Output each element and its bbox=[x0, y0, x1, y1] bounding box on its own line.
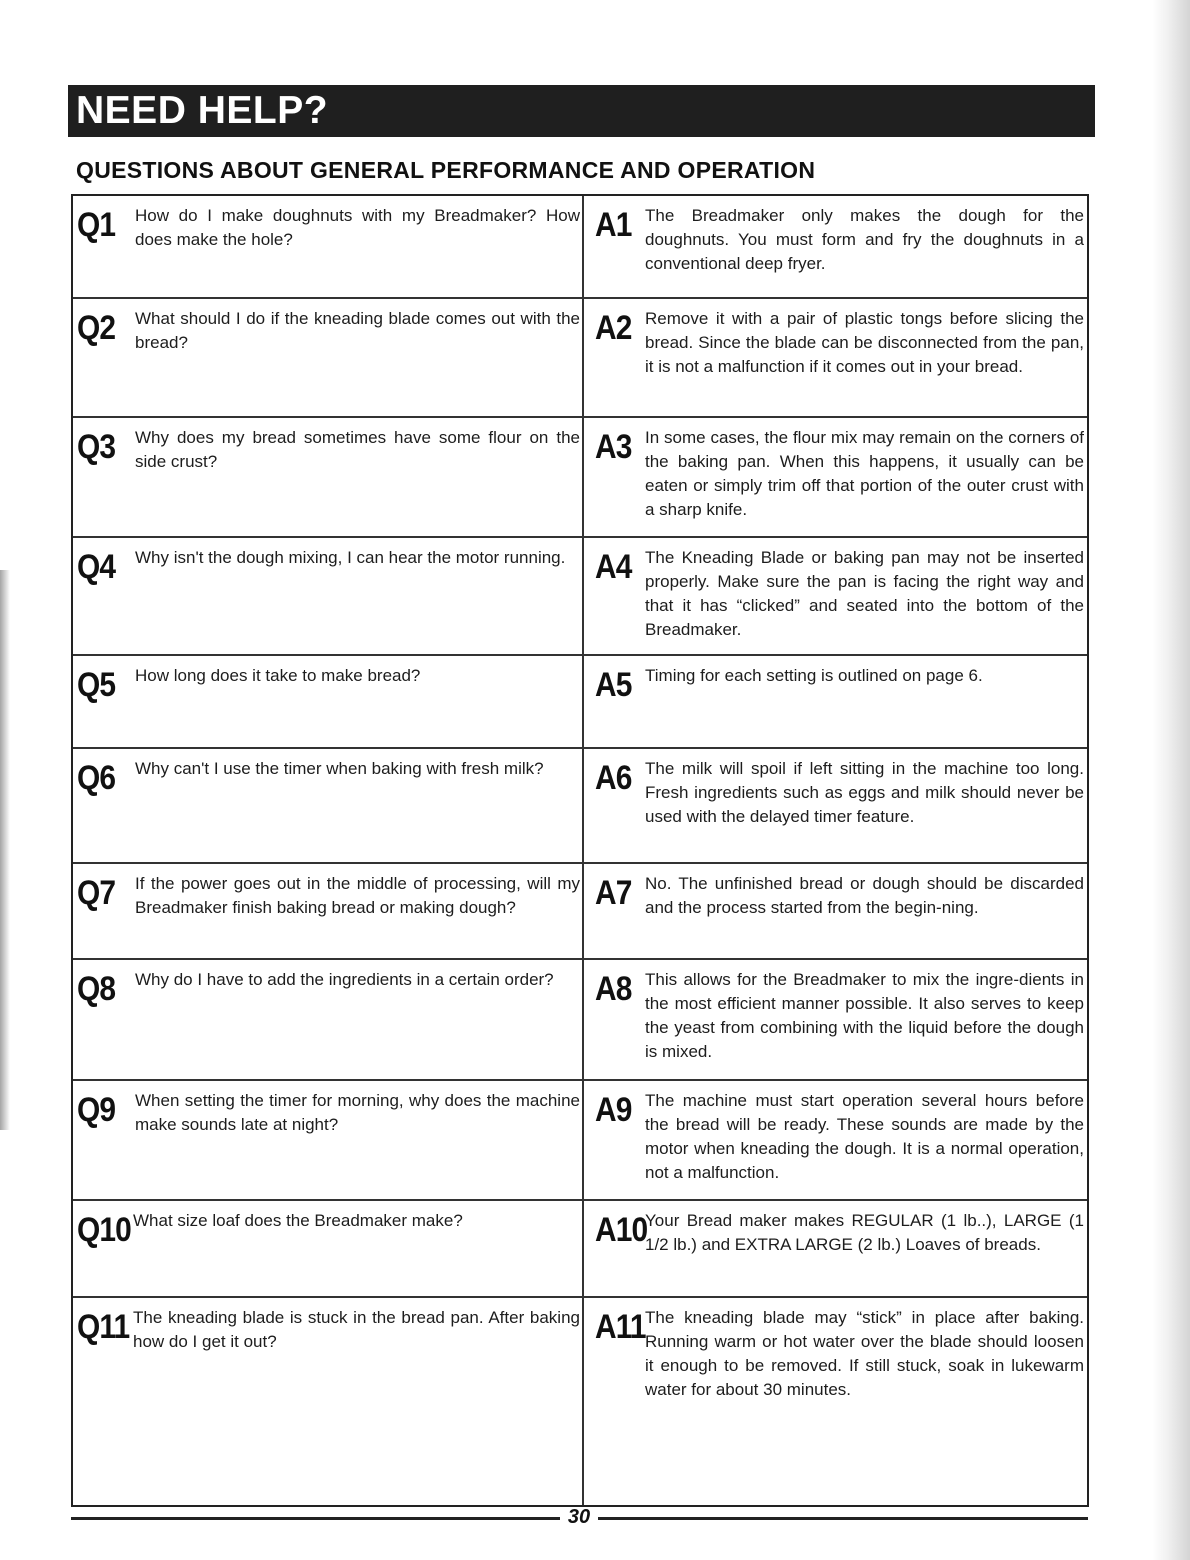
question-text: Why do I have to add the ingredients in a certain order? bbox=[135, 970, 554, 989]
answer-cell bbox=[584, 749, 1087, 862]
qa-row bbox=[73, 196, 1087, 299]
answer-text: The milk will spoil if left sitting in the machine too long. Fresh ingredients such as eggs and milk should never be used with the delayed timer feature. bbox=[645, 759, 1084, 826]
question-cell bbox=[73, 299, 582, 416]
qa-row bbox=[73, 960, 1087, 1081]
answer-label: A8 bbox=[595, 970, 632, 1008]
question-text: How do I make doughnuts with my Breadmaker? How does make the hole? bbox=[135, 206, 580, 249]
footer-rule-right bbox=[598, 1517, 1088, 1520]
answer-text: The Kneading Blade or baking pan may not be inserted properly. Make sure the pan is facing the right way and that it has “clicked” and seated into the bottom of the Breadmaker. bbox=[645, 548, 1084, 639]
section-title: QUESTIONS ABOUT GENERAL PERFORMANCE AND OPERATION bbox=[76, 157, 816, 183]
qa-row bbox=[73, 299, 1087, 418]
question-text: What should I do if the kneading blade comes out with the bread? bbox=[135, 309, 580, 352]
qa-row bbox=[73, 749, 1087, 864]
answer-label: A2 bbox=[595, 309, 632, 347]
question-cell bbox=[73, 196, 582, 297]
question-cell bbox=[73, 656, 582, 747]
answer-text: Your Bread maker makes REGULAR (1 lb..), LARGE (1 1/2 lb.) and EXTRA LARGE (2 lb.) Loaves of breads. bbox=[645, 1211, 1084, 1254]
scan-smudge bbox=[0, 570, 10, 1130]
question-cell bbox=[73, 960, 582, 1079]
answer-label: A7 bbox=[595, 874, 632, 912]
question-label: Q7 bbox=[77, 874, 116, 912]
question-label: Q2 bbox=[77, 309, 116, 347]
qa-row bbox=[73, 1298, 1087, 1505]
question-label: Q5 bbox=[77, 666, 116, 704]
question-cell bbox=[73, 418, 582, 536]
answer-text: No. The unfinished bread or dough should be discarded and the process started from the begin-ning. bbox=[645, 874, 1084, 917]
answer-text: The kneading blade may “stick” in place after baking. Running warm or hot water over the blade should loosen it enough to be removed. If still stuck, soak in lukewarm water for about 30 minutes. bbox=[645, 1308, 1084, 1399]
answer-label: A11 bbox=[595, 1308, 646, 1346]
qa-row bbox=[73, 656, 1087, 749]
question-label: Q4 bbox=[77, 548, 116, 586]
answer-text: Timing for each setting is outlined on page 6. bbox=[645, 666, 983, 685]
answer-text: The Breadmaker only makes the dough for the doughnuts. You must form and fry the doughnuts in a conventional deep fryer. bbox=[645, 206, 1084, 273]
question-text: Why can't I use the timer when baking with fresh milk? bbox=[135, 759, 544, 778]
qa-row bbox=[73, 864, 1087, 960]
question-text: How long does it take to make bread? bbox=[135, 666, 421, 685]
qa-row bbox=[73, 538, 1087, 656]
question-text: Why isn't the dough mixing, I can hear the motor running. bbox=[135, 548, 566, 567]
answer-label: A9 bbox=[595, 1091, 632, 1129]
answer-label: A10 bbox=[595, 1211, 648, 1249]
question-cell bbox=[73, 864, 582, 958]
answer-text: In some cases, the flour mix may remain on the corners of the baking pan. When this happens, it usually can be eaten or simply trim off that portion of the outer crust with a sharp knife. bbox=[645, 428, 1084, 519]
question-cell bbox=[73, 749, 582, 862]
answer-text: The machine must start operation several hours before the bread will be ready. These sounds are made by the motor when kneading the dough. It is a normal operation, not a malfunction. bbox=[645, 1091, 1084, 1182]
question-text: What size loaf does the Breadmaker make? bbox=[133, 1211, 463, 1230]
question-cell bbox=[73, 1298, 582, 1505]
qa-row bbox=[73, 1081, 1087, 1201]
answer-cell bbox=[584, 1201, 1087, 1296]
answer-label: A3 bbox=[595, 428, 632, 466]
qa-row bbox=[73, 1201, 1087, 1298]
question-text: When setting the timer for morning, why does the machine make sounds late at night? bbox=[135, 1091, 580, 1134]
qa-row bbox=[73, 418, 1087, 538]
question-label: Q9 bbox=[77, 1091, 116, 1129]
answer-cell bbox=[584, 960, 1087, 1079]
page-title: NEED HELP? bbox=[68, 85, 1095, 137]
question-label: Q8 bbox=[77, 970, 116, 1008]
question-label: Q10 bbox=[77, 1211, 131, 1249]
answer-cell bbox=[584, 538, 1087, 654]
question-cell bbox=[73, 1201, 582, 1296]
question-label: Q11 bbox=[77, 1308, 130, 1346]
question-label: Q3 bbox=[77, 428, 116, 466]
qa-table bbox=[71, 194, 1089, 1507]
question-text: The kneading blade is stuck in the bread pan. After baking how do I get it out? bbox=[133, 1308, 580, 1351]
answer-cell bbox=[584, 1081, 1087, 1199]
question-cell bbox=[73, 538, 582, 654]
page-number: 30 bbox=[567, 1506, 591, 1528]
answer-label: A1 bbox=[595, 206, 632, 244]
answer-label: A6 bbox=[595, 759, 632, 797]
answer-text: Remove it with a pair of plastic tongs before slicing the bread. Since the blade can be disconnected from the pan, it is not a malfunction if it comes out in your bread. bbox=[645, 309, 1084, 376]
question-cell bbox=[73, 1081, 582, 1199]
question-text: If the power goes out in the middle of processing, will my Breadmaker finish baking bread or making dough? bbox=[135, 874, 580, 917]
page-edge-shadow bbox=[1152, 0, 1190, 1560]
answer-label: A5 bbox=[595, 666, 632, 704]
question-text: Why does my bread sometimes have some flour on the side crust? bbox=[135, 428, 580, 471]
question-label: Q1 bbox=[77, 206, 116, 244]
answer-cell bbox=[584, 864, 1087, 958]
footer-rule-left bbox=[71, 1517, 560, 1520]
answer-label: A4 bbox=[595, 548, 632, 586]
answer-cell bbox=[584, 1298, 1087, 1505]
answer-cell bbox=[584, 299, 1087, 416]
answer-cell bbox=[584, 196, 1087, 297]
answer-cell bbox=[584, 656, 1087, 747]
question-label: Q6 bbox=[77, 759, 116, 797]
answer-cell bbox=[584, 418, 1087, 536]
answer-text: This allows for the Breadmaker to mix the ingre-dients in the most efficient manner possible. It also serves to keep the yeast from combining with the liquid before the dough is mixed. bbox=[645, 970, 1084, 1061]
